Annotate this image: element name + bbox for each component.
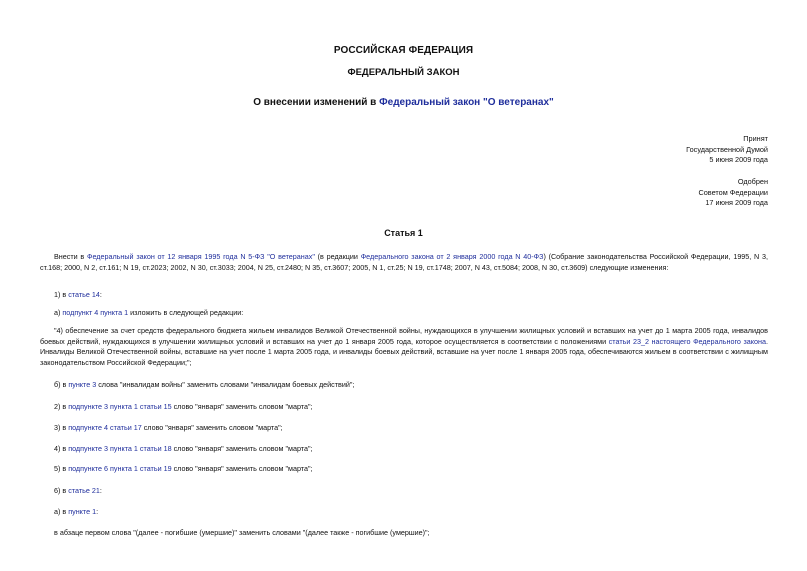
adoption-block [686, 134, 768, 166]
item-6-prefix: 3) в [54, 423, 69, 432]
item-10-prefix: а) в [54, 507, 69, 516]
item-7-suffix: слово "января" заменить словом "марта"; [171, 444, 313, 453]
item-4-prefix: б) в [54, 380, 69, 389]
item-10-suffix: : [96, 507, 99, 516]
adopted-by: Государственной Думой [686, 144, 768, 154]
intro-link-law[interactable]: Федеральный закон от 12 января 1995 года N 5-ФЗ "О ветеранах" [86, 252, 315, 261]
item-9-link[interactable]: статье 21 [68, 486, 100, 495]
article-intro [40, 252, 768, 273]
adopted-date: 5 июня 2009 года [709, 155, 768, 165]
item-2-prefix: а) [54, 308, 63, 317]
item-9-suffix: : [99, 486, 102, 495]
item-8-prefix: 5) в [54, 464, 69, 473]
approval-block [698, 177, 768, 209]
item-7-prefix: 4) в [54, 444, 69, 453]
law-type-heading: ФЕДЕРАЛЬНЫЙ ЗАКОН [347, 67, 460, 78]
law-title-link[interactable]: Федеральный закон "О ветеранах" [379, 97, 554, 108]
intro-middle: (в редакции [314, 252, 361, 261]
item-1-suffix: : [99, 290, 102, 299]
approved-date: 17 июня 2009 года [705, 198, 768, 208]
item-5 [40, 402, 768, 413]
item-10-link[interactable]: пункте 1 [68, 507, 97, 516]
adopted-label: Принят [743, 134, 768, 143]
item-8 [40, 464, 768, 475]
item-2-suffix: изложить в следующей редакции: [128, 308, 244, 317]
item-1-prefix: 1) в [54, 290, 69, 299]
law-title-prefix: О внесении изменений в [253, 97, 380, 108]
item-9-prefix: 6) в [54, 486, 69, 495]
article-title: Статья 1 [384, 228, 423, 238]
approved-by: Советом Федерации [698, 187, 768, 197]
country-heading: РОССИЙСКАЯ ФЕДЕРАЦИЯ [333, 45, 474, 56]
item-6-suffix: слово "января" заменить словом "марта"; [141, 423, 283, 432]
intro-prefix: Внести в [54, 252, 87, 261]
item-3-link[interactable]: статьи 23_2 настоящего Федерального закона [608, 336, 766, 346]
item-5-prefix: 2) в [54, 402, 69, 411]
item-11-text: в абзаце первом слова "(далее - погибшие (умершие)" заменить словами "(далее также - погибшие (умершие)"; [54, 528, 430, 537]
item-4 [40, 380, 768, 391]
item-5-suffix: слово "января" заменить словом "марта"; [171, 402, 313, 411]
item-2-link[interactable]: подпункт 4 пункта 1 [62, 308, 129, 317]
item-10 [40, 507, 768, 518]
item-4-link[interactable]: пункте 3 [68, 380, 97, 389]
item-9 [40, 486, 768, 497]
item-1-link[interactable]: статье 14 [68, 290, 100, 299]
item-11 [40, 528, 768, 539]
item-7-link[interactable]: подпункте 3 пункта 1 статьи 18 [68, 444, 172, 453]
law-title [0, 97, 807, 108]
item-5-link[interactable]: подпункте 3 пункта 1 статьи 15 [68, 402, 172, 411]
item-8-suffix: слово "января" заменить словом "марта"; [171, 464, 313, 473]
intro-link-amendment[interactable]: Федерального закона от 2 января 2000 года N 40-ФЗ [360, 252, 544, 261]
intro-suffix: ) (Собрание законодательства Российской Федерации, 1995, N 3, ст.168; 2000, N 2, ст.161; N 19, ст.2023; 2002, N 30, ст.3033; 2004, N 25, ст.2480; N 35, ст.3607; 2005, N 1, ст.25; N 19, ст.1748; 2007, N 43, ст.5084; 2008, N 30, ст.3609) следующие изменения: [40, 252, 768, 272]
item-3-text: "4) обеспечение за счет средств федерального бюджета жильем инвалидов Великой Отечественной войны, нуждающихся в улучшении жилищных условий и вставших на учет до 1 марта 2005 года, инвалидов боевых действий, нуждающихся в улучшении жилищных условий и вставших на учет до 1 января 2005 года, которое осуществляется в соответствии с положениями [40, 326, 768, 346]
item-8-link[interactable]: подпункте 6 пункта 1 статьи 19 [68, 464, 172, 473]
item-6-link[interactable]: подпункте 4 статьи 17 [68, 423, 142, 432]
item-3-suffix: . Инвалиды Великой Отечественной войны, вставшие на учет после 1 марта 2005 года, и инвалиды боевых действий, вставшие на учет после 1 января 2005 года, обеспечиваются жильем в соответствии с жилищным законодательством Российской Федерации;"; [40, 336, 768, 367]
item-4-suffix: слова "инвалидам войны" заменить словами "инвалидам боевых действий"; [96, 380, 355, 389]
item-7 [40, 444, 768, 455]
item-6 [40, 423, 768, 434]
approved-label: Одобрен [737, 177, 768, 186]
item-2 [40, 308, 768, 319]
item-1 [40, 290, 768, 301]
item-3 [40, 326, 768, 368]
